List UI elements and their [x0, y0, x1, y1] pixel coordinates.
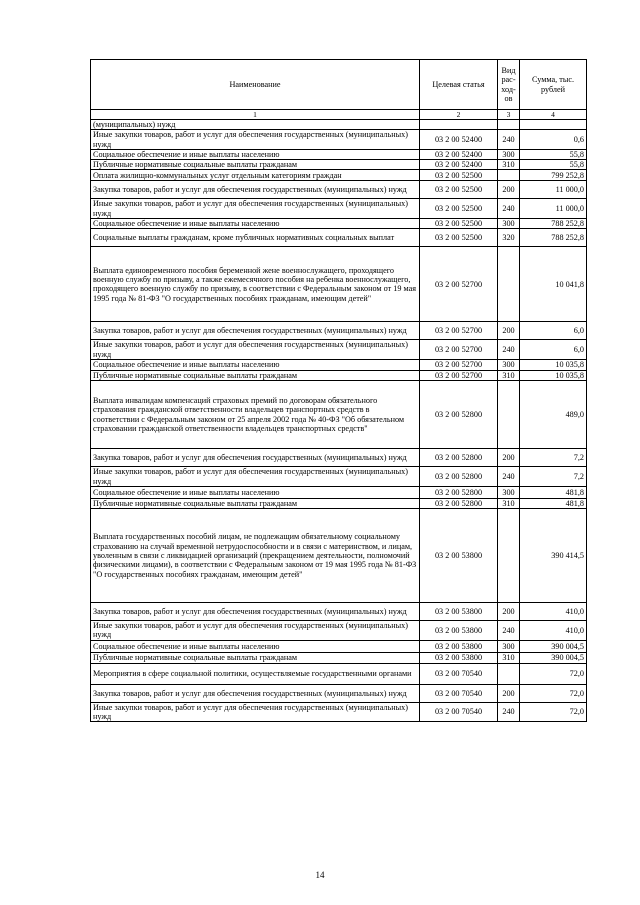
- table-row: [91, 509, 587, 603]
- row-name: Выплата государственных пособий лицам, не подлежащим обязательному социальному страхованию на случай временной нетрудоспособности и в связи с материнством, и лицам, уволенным в связи с ликвидацией организаций (прекращением деятельности, полномочий физическими лицами), в соответствии с Федеральным законом от 19 мая 1995 года № 81-ФЗ "О государственных пособиях гражданам, имеющим детей": [91, 509, 420, 603]
- row-code: 03 2 00 52500: [420, 219, 498, 229]
- table-row: [91, 247, 587, 322]
- row-vid: [498, 381, 520, 449]
- row-code: 03 2 00 52700: [420, 247, 498, 322]
- row-name: Иные закупки товаров, работ и услуг для обеспечения государственных (муниципальных) нужд: [91, 621, 420, 641]
- table-row: [91, 160, 587, 170]
- row-name: Публичные нормативные социальные выплаты гражданам: [91, 160, 420, 170]
- table-row: [91, 219, 587, 229]
- table-header-row: [91, 60, 587, 110]
- row-sum: 55,8: [520, 149, 587, 159]
- row-sum: 10 035,8: [520, 359, 587, 370]
- row-vid: 200: [498, 449, 520, 467]
- row-vid: [498, 170, 520, 181]
- row-sum: 481,8: [520, 498, 587, 508]
- header-vid: Вид рас-ход-ов: [498, 60, 520, 110]
- row-code: 03 2 00 52800: [420, 467, 498, 487]
- table-row: [91, 181, 587, 199]
- row-sum: 410,0: [520, 603, 587, 621]
- row-sum: 7,2: [520, 449, 587, 467]
- table-row: [91, 449, 587, 467]
- row-vid: 300: [498, 359, 520, 370]
- row-code: 03 2 00 53800: [420, 652, 498, 663]
- row-code: 03 2 00 52800: [420, 486, 498, 498]
- row-sum: 11 000,0: [520, 181, 587, 199]
- row-sum: 72,0: [520, 663, 587, 684]
- row-name: Выплата инвалидам компенсаций страховых премий по договорам обязательного страхования гражданской ответственности владельцев транспортных средств в соответствии с Федеральным законом от 25 апреля 2002 года № 40-ФЗ "Об обязательном страховании гражданской ответственности владельцев транспортных средств": [91, 381, 420, 449]
- row-vid: 240: [498, 130, 520, 150]
- header-code: Целевая статья: [420, 60, 498, 110]
- row-vid: [498, 663, 520, 684]
- row-code: 03 2 00 52700: [420, 340, 498, 360]
- table-row: [91, 684, 587, 702]
- row-sum: 410,0: [520, 621, 587, 641]
- table-row: [91, 486, 587, 498]
- column-number: 3: [498, 110, 520, 120]
- row-code: 03 2 00 52700: [420, 359, 498, 370]
- row-vid: 300: [498, 486, 520, 498]
- row-vid: 320: [498, 229, 520, 247]
- row-code: 03 2 00 52400: [420, 130, 498, 150]
- row-sum: 10 035,8: [520, 370, 587, 380]
- row-name: Закупка товаров, работ и услуг для обеспечения государственных (муниципальных) нужд: [91, 684, 420, 702]
- row-code: 03 2 00 53800: [420, 509, 498, 603]
- row-code: 03 2 00 52500: [420, 170, 498, 181]
- row-vid: 200: [498, 322, 520, 340]
- row-sum: 489,0: [520, 381, 587, 449]
- row-vid: 200: [498, 181, 520, 199]
- row-code: 03 2 00 52800: [420, 449, 498, 467]
- table-row: [91, 322, 587, 340]
- row-sum: 6,0: [520, 340, 587, 360]
- row-name: Закупка товаров, работ и услуг для обеспечения государственных (муниципальных) нужд: [91, 603, 420, 621]
- row-sum: [520, 120, 587, 130]
- table-row: [91, 359, 587, 370]
- table-row: [91, 170, 587, 181]
- table-row: [91, 621, 587, 641]
- row-sum: 11 000,0: [520, 199, 587, 219]
- row-vid: 310: [498, 160, 520, 170]
- table-body: [91, 120, 587, 722]
- row-code: 03 2 00 52500: [420, 229, 498, 247]
- row-vid: 300: [498, 640, 520, 652]
- row-name: Иные закупки товаров, работ и услуг для обеспечения государственных (муниципальных) нужд: [91, 340, 420, 360]
- row-vid: 240: [498, 702, 520, 722]
- row-vid: [498, 509, 520, 603]
- row-name: Мероприятия в сфере социальной политики, осуществляемые государственными органами: [91, 663, 420, 684]
- row-sum: 390 414,5: [520, 509, 587, 603]
- table-row: [91, 702, 587, 722]
- row-vid: 240: [498, 467, 520, 487]
- row-name: Публичные нормативные социальные выплаты гражданам: [91, 370, 420, 380]
- row-sum: 390 004,5: [520, 640, 587, 652]
- row-name: Закупка товаров, работ и услуг для обеспечения государственных (муниципальных) нужд: [91, 322, 420, 340]
- row-sum: 799 252,8: [520, 170, 587, 181]
- row-sum: 7,2: [520, 467, 587, 487]
- row-name: (муниципальных) нужд: [91, 120, 420, 130]
- row-vid: [498, 120, 520, 130]
- row-vid: 200: [498, 603, 520, 621]
- row-sum: 481,8: [520, 486, 587, 498]
- row-sum: 72,0: [520, 684, 587, 702]
- row-name: Социальное обеспечение и иные выплаты населению: [91, 359, 420, 370]
- row-vid: 310: [498, 370, 520, 380]
- table-row: [91, 149, 587, 159]
- table-row: [91, 130, 587, 150]
- row-sum: 0,6: [520, 130, 587, 150]
- row-name: Социальное обеспечение и иные выплаты населению: [91, 149, 420, 159]
- row-code: 03 2 00 52700: [420, 370, 498, 380]
- table-row: [91, 663, 587, 684]
- row-name: Иные закупки товаров, работ и услуг для обеспечения государственных (муниципальных) нужд: [91, 702, 420, 722]
- row-code: 03 2 00 52800: [420, 381, 498, 449]
- row-code: 03 2 00 52500: [420, 199, 498, 219]
- row-code: 03 2 00 52700: [420, 322, 498, 340]
- table-row: [91, 370, 587, 380]
- row-sum: 72,0: [520, 702, 587, 722]
- row-vid: 240: [498, 621, 520, 641]
- row-sum: 10 041,8: [520, 247, 587, 322]
- row-code: 03 2 00 52400: [420, 160, 498, 170]
- row-sum: 788 252,8: [520, 219, 587, 229]
- row-vid: 240: [498, 340, 520, 360]
- row-vid: [498, 247, 520, 322]
- row-code: 03 2 00 53800: [420, 640, 498, 652]
- row-name: Оплата жилищно-коммунальных услуг отдельным категориям граждан: [91, 170, 420, 181]
- row-name: Социальные выплаты гражданам, кроме публичных нормативных социальных выплат: [91, 229, 420, 247]
- row-code: 03 2 00 70540: [420, 702, 498, 722]
- row-sum: 55,8: [520, 160, 587, 170]
- header-name: Наименование: [91, 60, 420, 110]
- row-sum: 6,0: [520, 322, 587, 340]
- row-name: Публичные нормативные социальные выплаты гражданам: [91, 498, 420, 508]
- column-number: 4: [520, 110, 587, 120]
- row-name: Выплата единовременного пособия беременной жене военнослужащего, проходящего военную службу по призыву, а также ежемесячного пособия на ребенка военнослужащего, проходящего военную службу по призыву, в соответствии с Федеральным законом от 19 мая 1995 года № 81-ФЗ "О государственных пособиях гражданам, имеющим детей": [91, 247, 420, 322]
- table-row: [91, 640, 587, 652]
- page-number: 14: [315, 870, 325, 880]
- table-row: [91, 603, 587, 621]
- row-vid: 200: [498, 684, 520, 702]
- row-vid: 300: [498, 219, 520, 229]
- table-row: [91, 498, 587, 508]
- row-vid: 310: [498, 498, 520, 508]
- table-row: [91, 381, 587, 449]
- row-code: 03 2 00 70540: [420, 684, 498, 702]
- row-code: [420, 120, 498, 130]
- row-vid: 240: [498, 199, 520, 219]
- row-code: 03 2 00 52800: [420, 498, 498, 508]
- row-name: Закупка товаров, работ и услуг для обеспечения государственных (муниципальных) нужд: [91, 181, 420, 199]
- row-code: 03 2 00 70540: [420, 663, 498, 684]
- row-code: 03 2 00 52500: [420, 181, 498, 199]
- row-vid: 300: [498, 149, 520, 159]
- row-code: 03 2 00 53800: [420, 603, 498, 621]
- table-row: [91, 467, 587, 487]
- row-name: Иные закупки товаров, работ и услуг для обеспечения государственных (муниципальных) нужд: [91, 467, 420, 487]
- row-name: Иные закупки товаров, работ и услуг для обеспечения государственных (муниципальных) нужд: [91, 199, 420, 219]
- header-sum: Сумма, тыс. рублей: [520, 60, 587, 110]
- row-vid: 310: [498, 652, 520, 663]
- row-name: Социальное обеспечение и иные выплаты населению: [91, 486, 420, 498]
- row-code: 03 2 00 53800: [420, 621, 498, 641]
- table-row: [91, 120, 587, 130]
- table-row: [91, 229, 587, 247]
- column-number-row: [91, 110, 587, 120]
- row-name: Закупка товаров, работ и услуг для обеспечения государственных (муниципальных) нужд: [91, 449, 420, 467]
- column-number: 2: [420, 110, 498, 120]
- row-name: Публичные нормативные социальные выплаты гражданам: [91, 652, 420, 663]
- row-name: Иные закупки товаров, работ и услуг для обеспечения государственных (муниципальных) нужд: [91, 130, 420, 150]
- row-name: Социальное обеспечение и иные выплаты населению: [91, 219, 420, 229]
- column-number: 1: [91, 110, 420, 120]
- row-name: Социальное обеспечение и иные выплаты населению: [91, 640, 420, 652]
- budget-table: [90, 59, 587, 722]
- table-row: [91, 652, 587, 663]
- row-code: 03 2 00 52400: [420, 149, 498, 159]
- table-row: [91, 340, 587, 360]
- table-row: [91, 199, 587, 219]
- row-sum: 788 252,8: [520, 229, 587, 247]
- row-sum: 390 004,5: [520, 652, 587, 663]
